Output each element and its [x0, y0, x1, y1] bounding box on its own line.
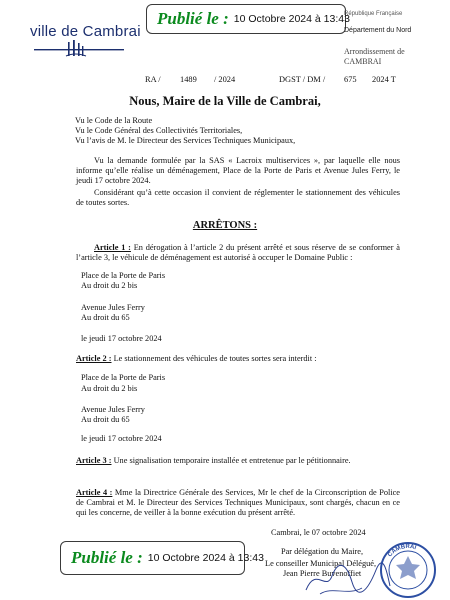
article-3-label: Article 3 :	[76, 456, 112, 465]
departement-label: Département du Nord	[344, 27, 412, 34]
stamp-date: 10 Octobre 2024 à 13:43	[233, 13, 350, 25]
article-1-location-1-detail: Au droit du 2 bis	[81, 281, 138, 290]
signature-role: Le conseiller Municipal Délégué,	[265, 559, 377, 568]
signature-delegation: Par délégation du Maire,	[281, 547, 364, 556]
arretons-heading: ARRÊTONS :	[192, 220, 258, 231]
article-1-text: En dérogation à l’article 2 du présent arrêté et sous réserve de se conformer à l’article 3, le véhicule de déménagement est autorisé à occuper le Domaine Public :	[76, 243, 400, 263]
vu-line-1: Vu le Code de la Route	[75, 116, 153, 125]
logo-graphic-icon	[30, 38, 140, 60]
article-1-date: le jeudi 17 octobre 2024	[81, 334, 162, 343]
republique-label: République Française	[344, 11, 403, 17]
ra-label: RA /	[145, 75, 161, 84]
considering-text: Considérant qu’à cette occasion il convient de réglementer le stationnement des véhicules de toutes sortes.	[76, 188, 400, 208]
article-4-label: Article 4 :	[76, 488, 113, 497]
article-1-location-2-detail: Au droit du 65	[81, 313, 130, 322]
stamp-label: Publié le :	[157, 9, 229, 28]
article-2-location-2: Avenue Jules Ferry	[81, 405, 145, 414]
article-4-text: Mme la Directrice Générale des Services, Mr le chef de la Circonscription de Police de Cambrai et M. le Directeur des Services Techniques Municipaux, sont chargés, chacun en ce qui les concerne, de veiller à la bonne exécution du présent arrêté.	[76, 488, 400, 518]
article-2	[76, 354, 317, 363]
logo-text: ville de Cambrai	[30, 23, 141, 40]
reference-suffix: 2024 T	[372, 75, 396, 84]
ra-number: 1489	[180, 75, 197, 84]
article-3-text: Une signalisation temporaire installée et entretenue par le pétitionnaire.	[113, 456, 351, 465]
request-paragraph	[76, 156, 400, 187]
signature-place-date: Cambrai, le 07 octobre 2024	[271, 528, 366, 537]
reference-line	[0, 75, 450, 87]
article-2-date: le jeudi 17 octobre 2024	[81, 434, 162, 443]
reference-number: 675	[344, 75, 357, 84]
signature-name: Jean Pierre Buvenoffiet	[283, 569, 362, 578]
article-2-label: Article 2 :	[76, 354, 112, 363]
article-1-location-2: Avenue Jules Ferry	[81, 303, 145, 312]
article-2-location-2-detail: Au droit du 65	[81, 415, 130, 424]
vu-line-2: Vu le Code Général des Collectivités Territoriales,	[75, 126, 243, 135]
request-text: Vu la demande formulée par la SAS « Lacroix multiservices », par laquelle elle nous informe qu’elle réalise un déménagement, Place de la Porte de Paris et Avenue Jules Ferry, le jeudi 17 octobre 2024.	[76, 156, 400, 186]
article-1-label: Article 1 :	[94, 243, 131, 252]
stamp-date-bottom: 10 Octobre 2024 à 13:43	[147, 552, 264, 564]
service-code: DGST / DM /	[279, 75, 326, 84]
publication-stamp-bottom	[60, 541, 264, 575]
article-2-location-1-detail: Au droit du 2 bis	[81, 384, 138, 393]
article-2-location-1: Place de la Porte de Paris	[81, 373, 166, 382]
publication-stamp-top	[146, 4, 350, 34]
article-4	[76, 488, 400, 519]
vu-line-3: Vu l’avis de M. le Directeur des Services Techniques Municipaux,	[75, 136, 296, 145]
ra-year: / 2024	[214, 75, 236, 84]
seal-text: CAMBRAI	[387, 543, 417, 559]
article-3	[76, 456, 351, 465]
article-1	[76, 243, 400, 263]
arrondissement-label: Arrondissement de CAMBRAI	[344, 47, 405, 66]
article-2-text: Le stationnement des véhicules de toutes sortes sera interdit :	[113, 354, 317, 363]
considering-paragraph	[76, 188, 400, 208]
official-seal	[378, 540, 438, 600]
stamp-label-bottom: Publié le :	[71, 548, 143, 567]
article-1-location-1: Place de la Porte de Paris	[81, 271, 166, 280]
page-title: Nous, Maire de la Ville de Cambrai,	[129, 94, 321, 108]
city-logo	[30, 20, 140, 60]
